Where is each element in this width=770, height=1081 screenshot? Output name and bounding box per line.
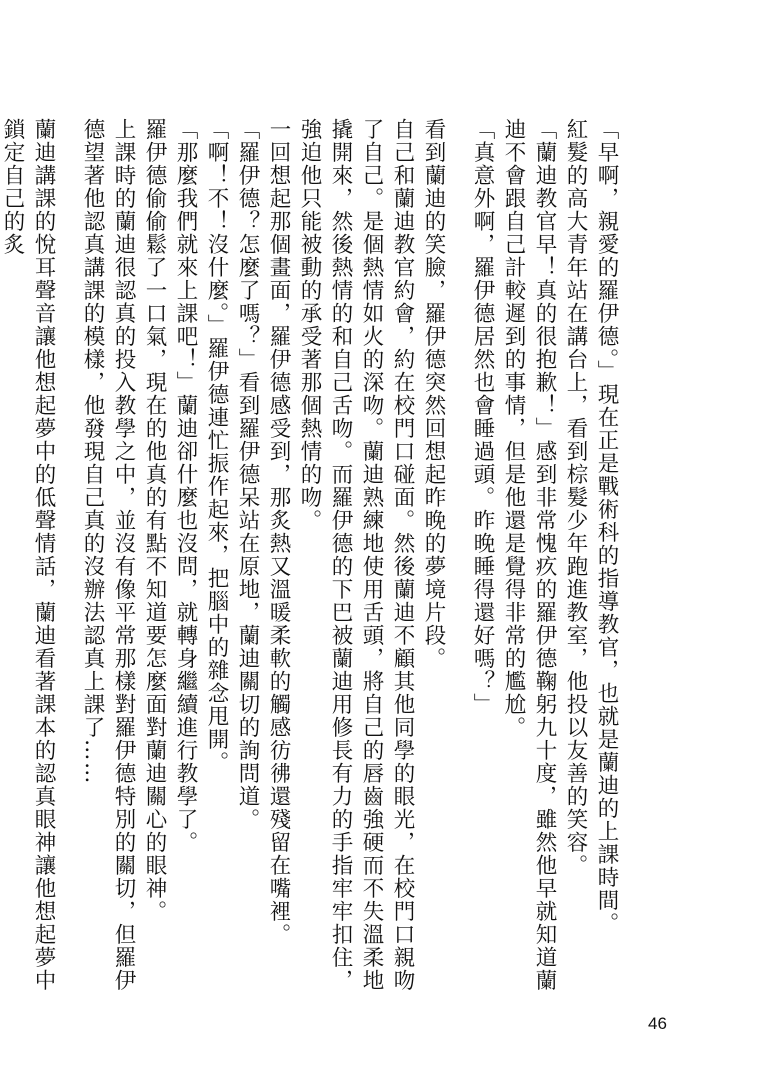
paragraph-4: 「真意外啊，羅伊德居然也會睡過頭。昨晚睡得還好嗎？」 <box>470 118 495 716</box>
paragraph-2: 紅髮的高大青年站在講台上，看到棕髮少年跑進教室，他投以友善的笑容。 <box>563 118 588 877</box>
paragraph-10: 「那麼我們就來上課吧！」蘭迪卻什麼也沒問，就轉身繼續進行教學了。 <box>173 118 198 854</box>
paragraph-1: 「早啊，親愛的羅伊德。」現在正是戰術科的指導教官，也就是蘭迪的上課時間。 <box>594 118 619 936</box>
page-number: 46 <box>648 1014 667 1033</box>
paragraph-9: 「啊！不！沒什麼。」羅伊德連忙振作起來，把腦中的雜念甩開。 <box>204 118 229 775</box>
paragraph-13: 蘭迪講課的悅耳聲音讓他想起夢中的低聲情話，蘭迪看著課本的認真眼神讓他想起夢中鎖定自己的炙 <box>0 118 56 992</box>
vertical-text-body <box>0 118 622 996</box>
paragraph-11: 羅伊德偷偷鬆了一口氣，現在的他真的有點不知道要怎麼面對蘭迪關心的眼神。 <box>142 118 167 923</box>
paragraph-12: 上課時的蘭迪很認真的投入教學之中，並沒有像平常那樣對羅伊德特別的關切，但羅伊德望著他認真講課的模樣，他發現自己真的沒辦法認真上課了…… <box>80 118 136 992</box>
paragraph-3: 「蘭迪教官早！真的很抱歉！」感到非常愧疚的羅伊德鞠躬九十度，雖然他早就知道蘭迪不會跟自己計較遲到的事情，但是他還是覺得非常的尷尬。 <box>501 118 557 992</box>
paragraph-7: 一回想起那個畫面，羅伊德感受到，那炙熱又溫暖柔軟的觸感彷彿還殘留在嘴裡。 <box>266 118 291 946</box>
paragraph-8: 「羅伊德？怎麼了嗎？」看到羅伊德呆站在原地，蘭迪關切的詢問道。 <box>235 118 260 831</box>
paragraph-6: 自己和蘭迪教官約會，約在校門口碰面。然後蘭迪不顧其他同學的眼光，在校門口親吻了自己。是個熱情如火的深吻。蘭迪熟練地使用舌頭，將自己的唇齒強硬而不失溫柔地撬開來，然後熱情的和自己舌吻。而羅伊德的下巴被蘭迪用修長有力的手指牢牢扣住，強迫他只能被動的承受著那個熱情的吻。 <box>297 118 415 992</box>
paragraph-5: 看到蘭迪的笑臉，羅伊德突然回想起昨晚的夢境片段。 <box>421 118 446 670</box>
